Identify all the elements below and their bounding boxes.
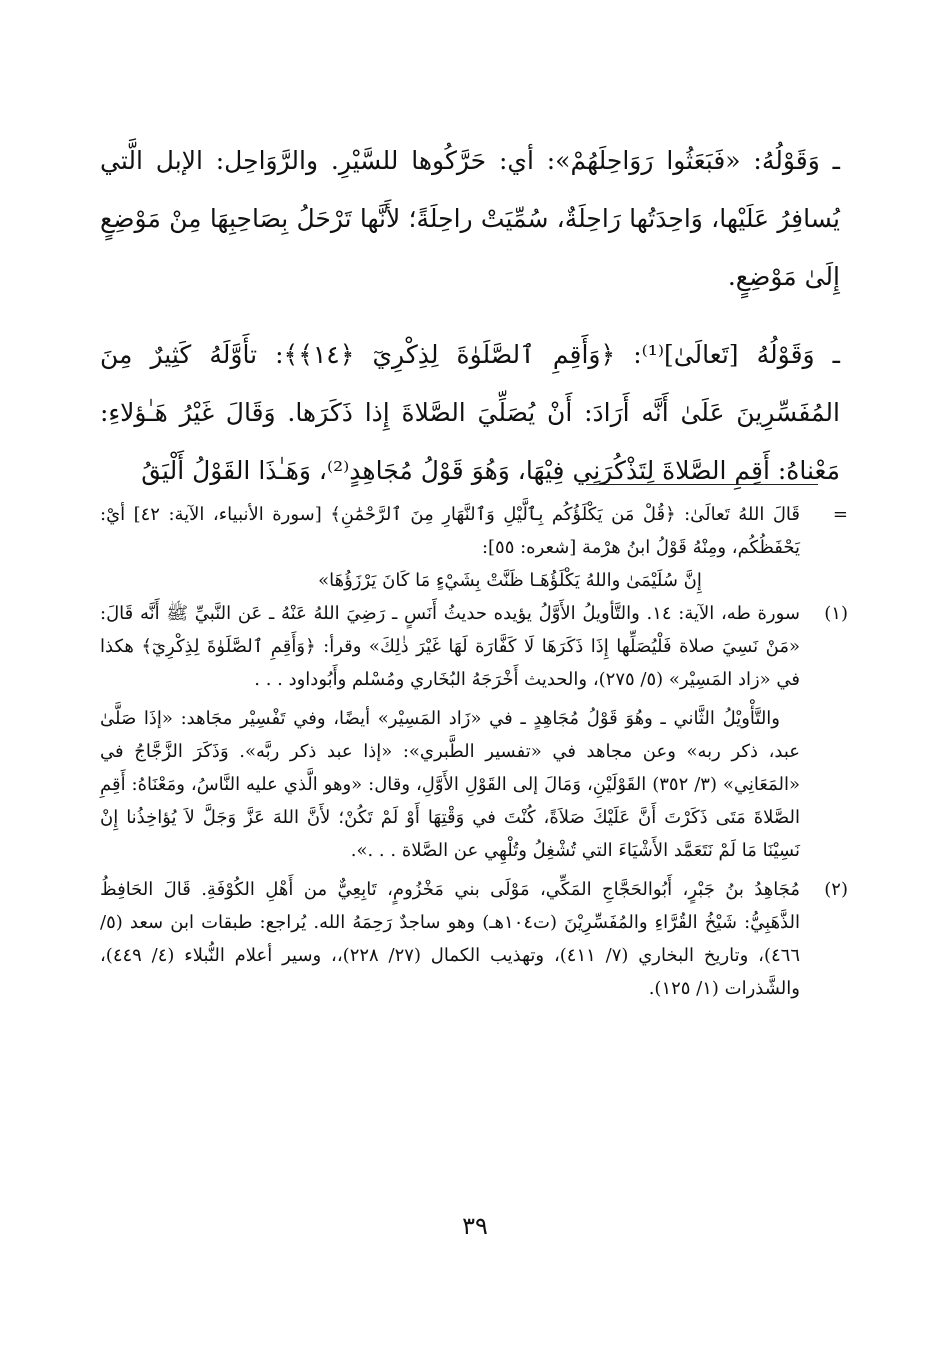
footnote-paragraph: والتَّأْويْلُ الثَّاني ـ وهُوَ قَوْلُ مُجَاهِدٍ ـ في «زَاد المَسِيْر» أيضًا، وفي تَفْسِيْر مجَاهد: «إذَا صَلَّىٰ عبد، ذكر ربه» وعن مجاهد في «تفسير الطَّبري»: «إذا عبد ذكر ربَّه». وَذَكَرَ الزَّجَّاجُ في «المَعَانِي» (٣/ ٣٥٢) القَوْلَيْنِ، وَمَالَ إلى القَوْلِ الأَوَّلِ، وقال: «وهو الَّذي عليه النَّاسُ، ومَعْنَاهُ: أَقِمِ الصَّلاةَ مَتَى ذَكَرْتَ أَنَّ عَلَيْكَ صَلاَةً، كُنْتَ في وَقْتِهَا أَوْ لَمْ تَكُنْ؛ لأَنَّ اللهَ عَزَّ وَجَلَّ لاَ يُؤاخِذُنا إِنْ نَسِيْنَا مَا لَمْ نَتَعَمَّد الأَشْيَاءَ التي تُشْغِلُ وتُلْهِي عن الصَّلاة . . .». [100,708,800,861]
footnote-continuation [100,498,848,597]
main-text [100,132,840,500]
footnote-1 [100,597,848,867]
footnote-number: (٢) [824,879,848,900]
footnote-number: (١) [824,603,848,624]
main-paragraph: ـ وَقَوْلُهُ [تَعالَىٰ]⁽¹⁾: ﴿وَأَقِمِ ٱلصَّلَوٰةَ لِذِكْرِيٓ ﴿١٤﴾﴾: تأَوَّلَهُ كَثِيرٌ مِنَ المُفَسِّرِينَ عَلَىٰ أَنَّه أَرَادَ: أَنْ يُصَلِّيَ الصَّلاةَ إِذا ذَكَرَها. وَقَالَ غَيْرُ هَـٰؤلاءِ: مَعْناهُ: أَقِمِ الصَّلاةَ لِتَذْكُرَنِي فِيْهَا، وَهُوَ قَوْلُ مُجَاهِدٍ⁽²⁾، وَهَـٰذَا القَوْلُ أَلْيَقُ [100,340,841,485]
page-number: ٣٩ [462,1212,488,1240]
poetry-verse: إِنَّ سُلَيْمَىٰ واللهُ يَكْلَؤُهَـا ظَنَّتْ بِشَيْءٍ مَا كَانَ يَرْزَؤُهَا» [318,570,702,591]
footnote-2 [100,873,848,1005]
continuation-marker: = [832,504,848,525]
footnote-paragraph: سورة طه، الآية: ١٤. والتَّأويلُ الأَوَّلُ يؤيده حديثُ أَنَسٍ ـ رَضِيَ اللهُ عَنْهُ ـ عَن النَّبيِّ ﷺ أَنَّه قَالَ: «مَنْ نَسِيَ صلاة فَلْيُصَلِّها إِذَا ذَكَرَهَا لَا كَفَّارَة لَهَا غَيْرَ ذٰلِكَ» وقرأ: ﴿وَأَقِمِ ٱلصَّلَوٰةَ لِذِكْرِيٓ﴾ هكذا في «زاد المَسِيْر» (٥/ ٢٧٥)، والحديث أَخْرَجَهُ البُخَاري ومُسْلم وأَبُوداود . . . [100,603,800,690]
footnote-paragraph: مُجَاهِدُ بنُ جَبْرٍ، أَبُوالحَجَّاجِ المَكِّي، مَوْلَى بني مَخْزُومٍ، تَابِعِيٌّ من أَهْلِ الكُوْفَةِ. قَالَ الحَافِظُ الذَّهَبِيُّ: شَيْخُ القُرَّاءِ والمُفَسِّرِيْنَ (ت١٠٤هـ) وهو ساجدٌ رَحِمَهُ الله. يُراجع: طبقات ابن سعد (٥/ ٤٦٦)، وتاريخ البخاري (٧/ ٤١١)، وتهذيب الكمال (٢٧/ ٢٢٨)،، وسير أعلام النُّبلاء (٤/ ٤٤٩)، والشَّذرات (١/ ١٢٥). [100,879,800,999]
footnotes-section [100,498,848,1005]
footnote-divider [586,484,818,485]
main-paragraph: ـ وَقَوْلُهُ: «فَبَعَثُوا رَوَاحِلَهُمْ»: أي: حَرَّكُوها للسَّيْرِ. والرَّوَاحِل: الإبل الَّتي يُسافِرُ عَلَيْها، وَاحِدَتُها رَاحِلَةٌ، سُمِّيَتْ راحِلَةً؛ لأَنَّها تَرْحَلُ بِصَاحِبِهَا مِنْ مَوْضِعٍ إِلَىٰ مَوْضِعٍ. [100,146,840,291]
continuation-text: قَالَ اللهُ تَعالَىٰ: ﴿قُلْ مَن يَكْلَؤُكُم بِٱلَّيْلِ وَٱلنَّهَارِ مِنَ ٱلرَّحْمَٰنِ﴾ [سورة الأنبياء، الآية: ٤٢] أيْ: يَحْفَظُكُم، ومِنْهُ قَوْلُ ابنُ هرْمة [شعره: ٥٥]: [100,504,800,558]
